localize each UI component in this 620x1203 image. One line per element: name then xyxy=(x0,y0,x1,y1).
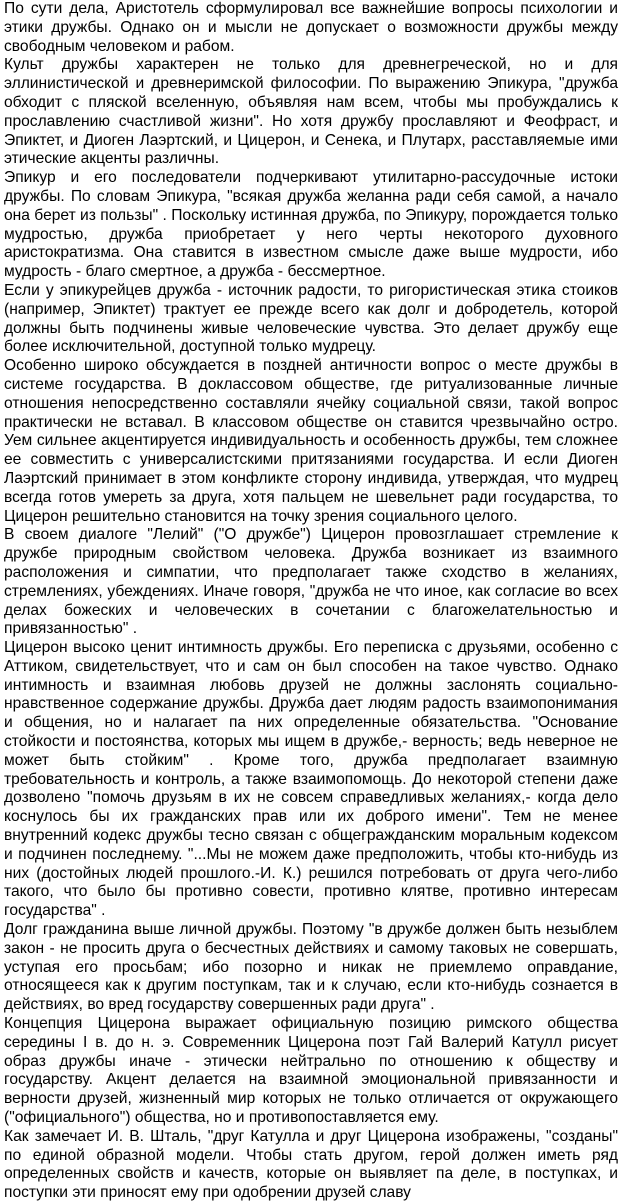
paragraph-7: Цицерон высоко ценит интимность дружбы. Его переписка с друзьями, особенно с Аттиком, свидетельствует, что и сам он был способен на такое чувство. Однако интимность и взаимная любовь друзей не должны заслонять социально-нравственное содержание дружбы. Дружба дает людям радость взаимопонимания и общения, но и налагает па них определенные обязательства. "Основание стойкости и постоянства, которых мы ищем в дружбе,- верность; ведь неверное не может быть стойким" . Кроме того, дружба предполагает взаимную требовательность и контроль, а также взаимопомощь. До некоторой степени даже дозволено "помочь друзьям в их не совсем справедливых желаниях,- когда дело коснулось бы их гражданских прав или их доброго имени". Тем не менее внутренний кодекс дружбы тесно связан с общегражданским моральным кодексом и подчинен последнему. "...Мы не можем даже предположить, чтобы кто-нибудь из них (достойных людей прошлого.-И. К.) решился потребовать от друга чего-либо такого, что было бы противно совести, противно клятве, противно интересам государства" . xyxy=(4,639,618,920)
paragraph-8: Долг гражданина выше личной дружбы. Поэтому "в дружбе должен быть незыблем закон - не просить друга о бесчестных действиях и самому таковых не совершать, уступая его просьбам; ибо позорно и никак не приемлемо оправдание, относящееся как к другим поступкам, так и к случаю, если кто-нибудь сознается в действиях, во вред государству совершенных ради друга" . xyxy=(4,921,618,1014)
paragraph-2: Культ дружбы характерен не только для древнегреческой, но и для эллинистической и древнеримской философии. По выражению Эпикура, "дружба обходит с пляской вселенную, объявляя нам всем, чтобы мы пробуждались к прославлению счастливой жизни". Но хотя дружбу прославляют и Феофраст, и Эпиктет, и Диоген Лаэртский, и Цицерон, и Сенека, и Плутарх, расставляемые ими этические акценты различны. xyxy=(4,56,618,168)
paragraph-1: По сути дела, Аристотель сформулировал все важнейшие вопросы психологии и этики дружбы. Однако он и мысли не допускает о возможности дружбы между свободным человеком и рабом. xyxy=(4,0,618,55)
paragraph-4: Если у эпикурейцев дружба - источник радости, то ригористическая этика стоиков (например, Эпиктет) трактует ее прежде всего как долг и добродетель, которой должны быть подчинены живые человеческие чувства. Это делает дружбу еще более исключительной, доступной только мудрецу. xyxy=(4,281,618,356)
paragraph-5: Особенно широко обсуждается в поздней античности вопрос о месте дружбы в системе государства. В доклассовом обществе, где ритуализованные личные отношения непосредственно составляли ячейку социальной связи, такой вопрос практически не вставал. В классовом обществе он ставится чрезвычайно остро. Уем сильнее акцентируется индивидуальность и особенность дружбы, тем сложнее ее совместить с универсалистскими притязаниями государства. И если Диоген Лаэртский принимает в этом конфликте сторону индивида, утверждая, что мудрец всегда готов умереть за друга, хотя пальцем не шевельнет ради государства, то Цицерон решительно становится на точку зрения социального целого. xyxy=(4,357,618,525)
paragraph-10: Как замечает И. В. Шталь, "друг Катулла и друг Цицерона изображены, "созданы" по единой образной модели. Чтобы стать другом, герой должен иметь ряд определенных свойств и качеств, которые он выявляет па деле, в поступках, и поступки эти приносят ему при одобрении друзей славу xyxy=(4,1127,618,1202)
paragraph-9: Концепция Цицерона выражает официальную позицию римского общества середины I в. до н. э. Современник Цицерона поэт Гай Валерий Катулл рисует образ дружбы иначе - этически нейтрально по отношению к обществу и государству. Акцент делается на взаимной эмоциональной привязанности и верности друзей, жизненный мир которых не только отличается от окружающего ("официального") общества, но и противопоставляется ему. xyxy=(4,1015,618,1127)
document-page xyxy=(4,0,618,1203)
paragraph-3: Эпикур и его последователи подчеркивают утилитарно-рассудочные истоки дружбы. По словам Эпикура, "всякая дружба желанна ради себя самой, а начало она берет из пользы" . Поскольку истинная дружба, по Эпикуру, порождается только мудростью, дружба приобретает у него черты некоторого духовного аристократизма. Она ставится в известном смысле даже выше мудрости, ибо мудрость - благо смертное, а дружба - бессмертное. xyxy=(4,169,618,281)
paragraph-6: В своем диалоге "Лелий" ("О дружбе") Цицерон провозглашает стремление к дружбе природным свойством человека. Дружба возникает из взаимного расположения и симпатии, что предполагает также сходство в желаниях, стремлениях, убеждениях. Иначе говоря, "дружба не что иное, как согласие во всех делах божеских и человеческих в сочетании с благожелательностью и привязанностью" . xyxy=(4,526,618,638)
